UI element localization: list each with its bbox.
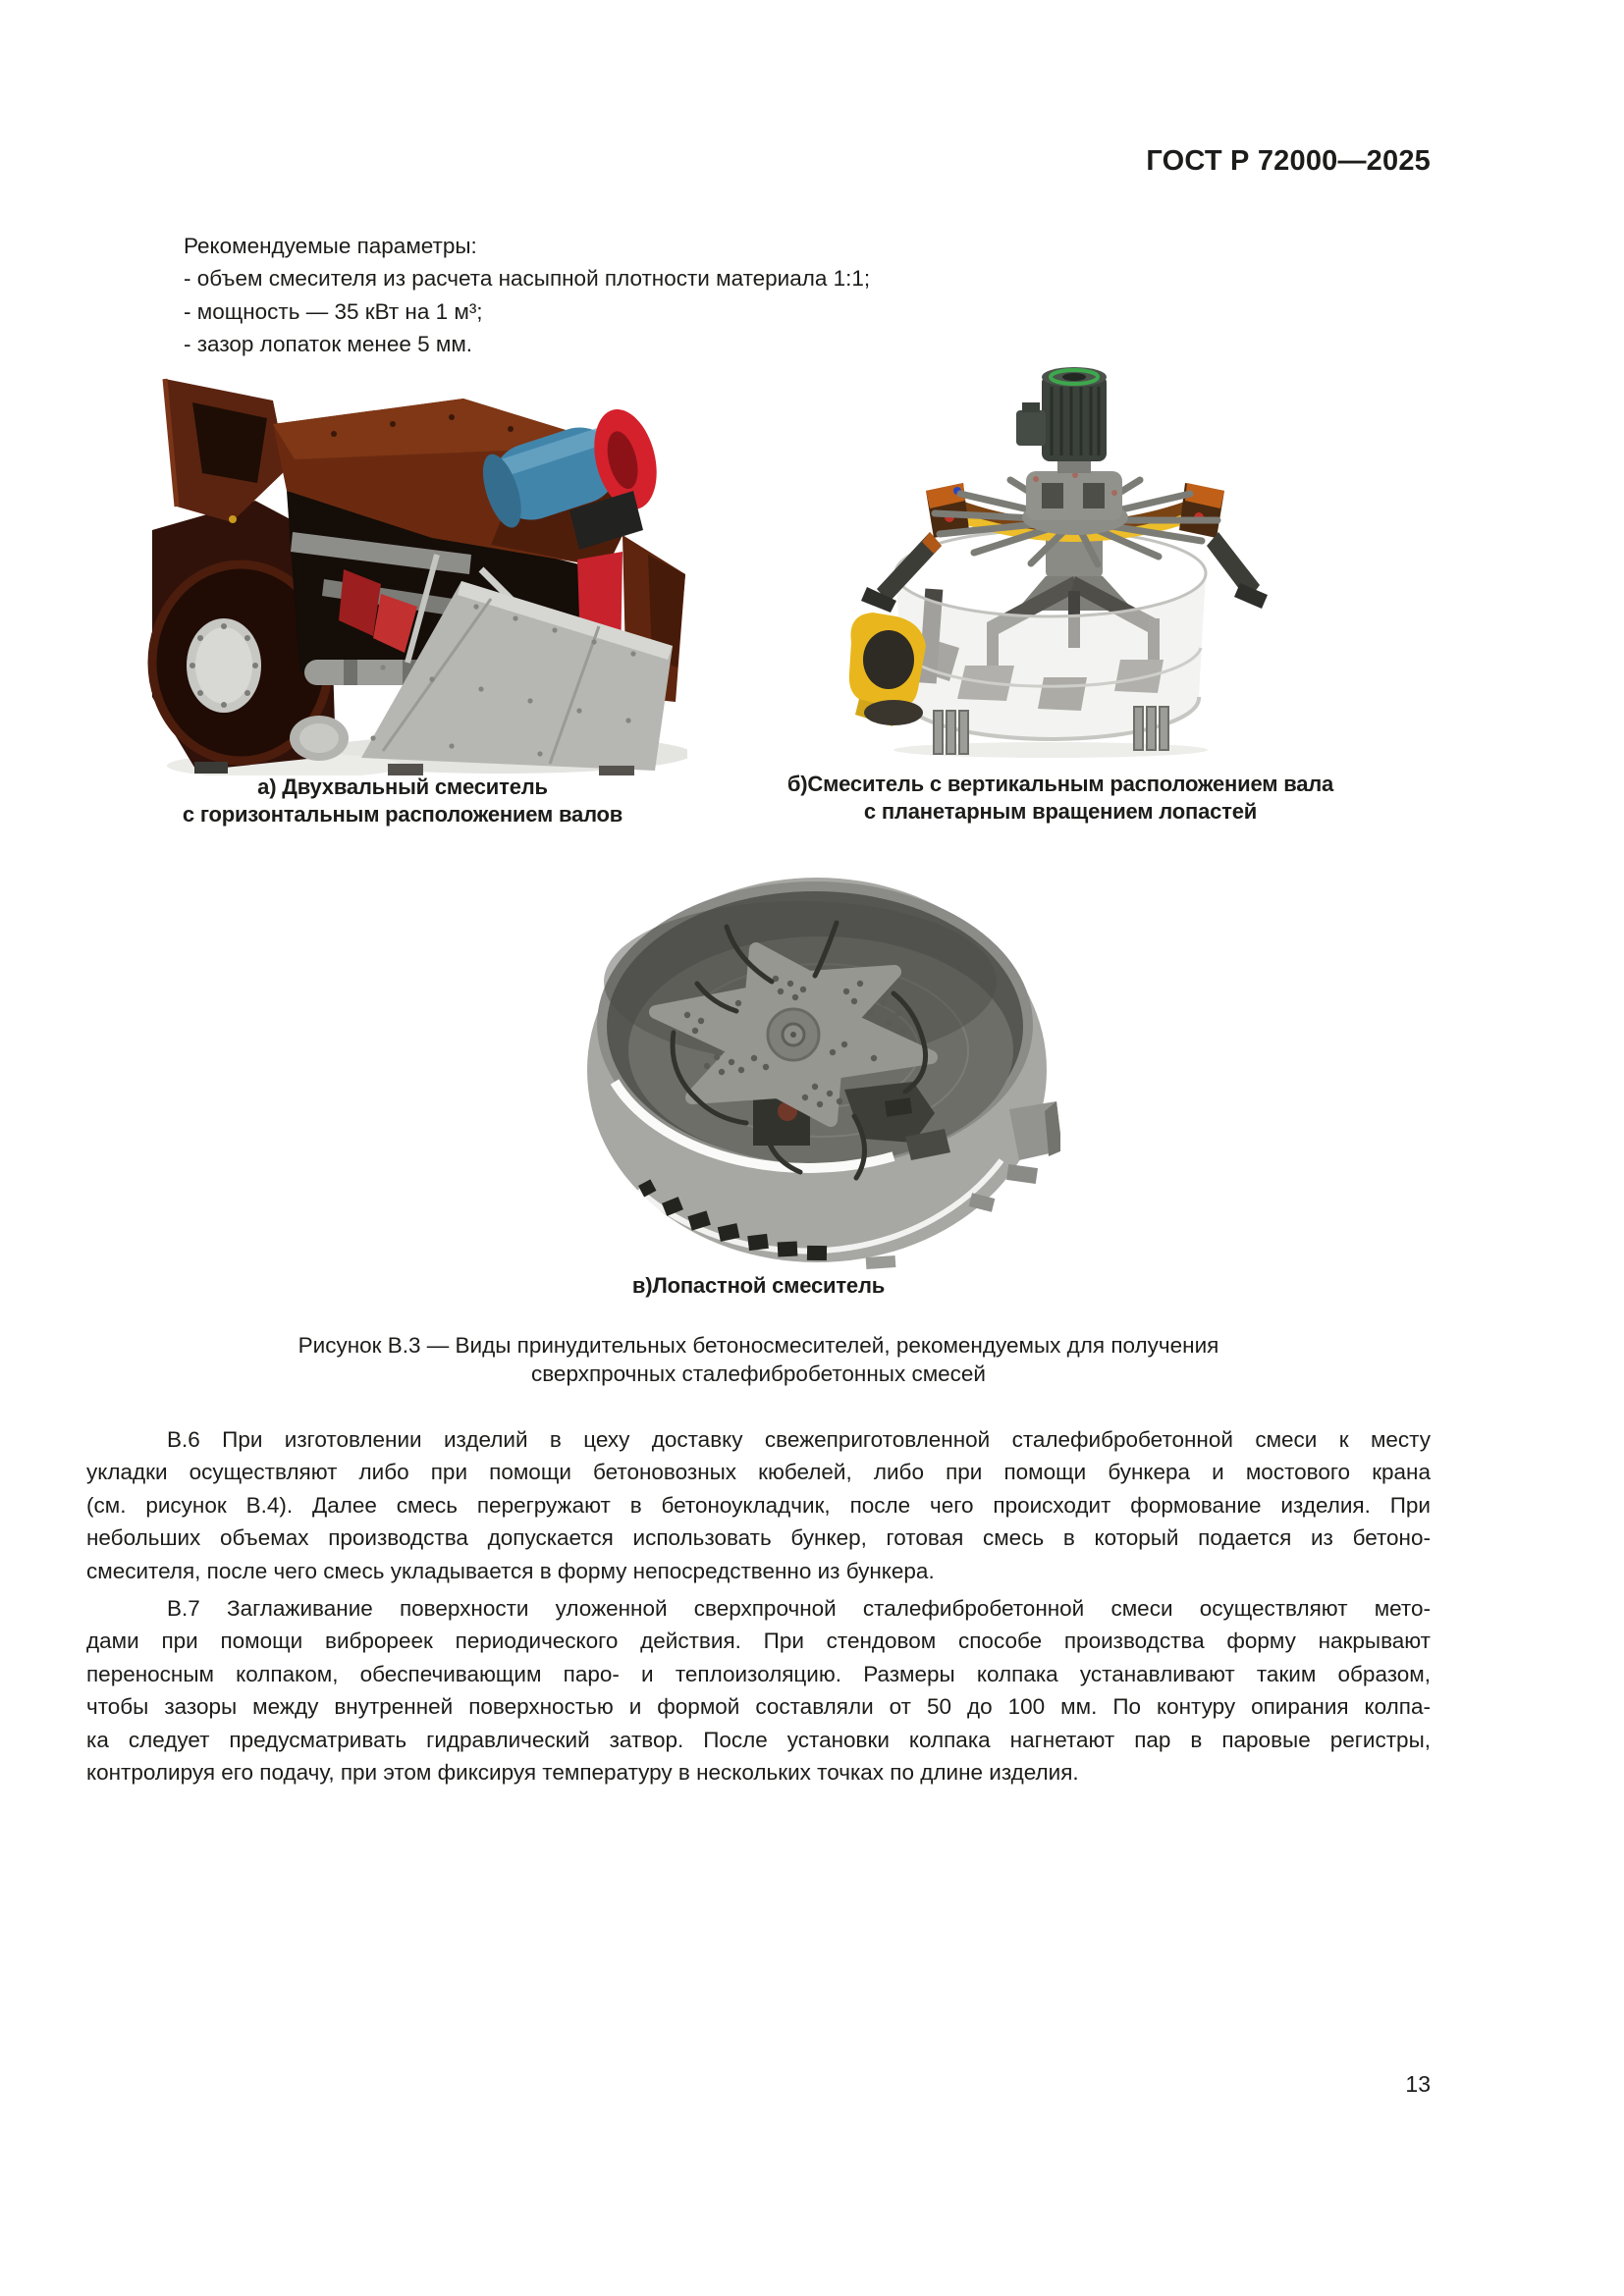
document-code-header: ГОСТ Р 72000—2025 xyxy=(1146,145,1431,177)
figure-b-planetary-mixer-image xyxy=(839,365,1272,758)
text-line: В.6 При изготовлении изделий в цеху доставку свежеприготовленной сталефибробетонной смеси к месту xyxy=(167,1427,1431,1452)
text-line: с планетарным вращением лопастей xyxy=(863,798,1258,824)
text-line: ка следует предусматривать гидравлический затвор. После установки колпака нагнетают пар в паровые регистры, xyxy=(86,1727,1431,1752)
mixer-a-hopper xyxy=(165,379,287,523)
text-line: - объем смесителя из расчета насыпной плотности материала 1:1; xyxy=(184,266,871,292)
caption-figure-b xyxy=(756,771,1365,825)
text-line: а) Двухвальный смеситель xyxy=(257,774,548,799)
caption-figure-a xyxy=(147,774,658,828)
text-line: смесителя, после чего смесь укладывается в форму непосредственно из бункера. xyxy=(86,1558,935,1583)
text-line: небольших объемах производства допускается использовать бункер, готовая смесь в который подается из бетоно- xyxy=(86,1525,1431,1551)
text-line: сверхпрочных сталефибробетонных смесей xyxy=(530,1361,987,1386)
text-line: с горизонтальным расположением валов xyxy=(182,801,623,827)
text-line: - мощность — 35 кВт на 1 м³; xyxy=(184,298,483,324)
figure-b3-caption xyxy=(86,1332,1431,1388)
figure-v-paddle-mixer-image xyxy=(579,866,1060,1276)
text-line: контролируя его подачу, при этом фиксируя температуру в нескольких точках по длине изделия. xyxy=(86,1760,1079,1786)
text-line: - зазор лопаток менее 5 мм. xyxy=(184,332,473,357)
mixer-b-scraper xyxy=(849,613,926,726)
recommended-parameters-block xyxy=(184,230,1362,361)
text-line: чтобы зазоры между внутренней поверхностью и формой составляли от 50 до 100 мм. По контуру опирания колпа- xyxy=(86,1694,1431,1720)
mixer-b-hub xyxy=(1022,471,1128,535)
caption-figure-v: в)Лопастной смеситель xyxy=(631,1273,886,1298)
intro-lead-line: Рекомендуемые параметры: xyxy=(184,234,477,258)
figure-a-twin-shaft-mixer-image xyxy=(137,373,687,775)
paragraph-b7 xyxy=(86,1592,1431,1789)
mixer-b-motor xyxy=(1016,367,1107,473)
paragraph-b6 xyxy=(86,1423,1431,1587)
text-line: дами при помощи виброреек периодического действия. При стендовом способе производства форму накрывают xyxy=(86,1629,1431,1654)
text-line: В.7 Заглаживание поверхности уложенной сверхпрочной сталефибробетонной смеси осуществляют мето- xyxy=(167,1596,1431,1621)
intro-bullet-list xyxy=(184,262,1362,360)
text-line: б)Смеситель с вертикальным расположением вала xyxy=(786,772,1334,796)
page-number: 13 xyxy=(1405,2071,1431,2097)
text-line: (см. рисунок В.4). Далее смесь перегружают в бетоноукладчик, после чего происходит формование изделия. При xyxy=(86,1492,1431,1518)
text-line: укладки осуществляют либо при помощи бетоновозных кюбелей, либо при помощи бункера и мостового крана xyxy=(86,1460,1431,1485)
text-line: Рисунок В.3 — Виды принудительных бетоносмесителей, рекомендуемых для получения xyxy=(298,1333,1219,1358)
text-line: переносным колпаком, обеспечивающим паро- и теплоизоляцию. Размеры колпака устанавливают таким образом, xyxy=(86,1661,1431,1686)
